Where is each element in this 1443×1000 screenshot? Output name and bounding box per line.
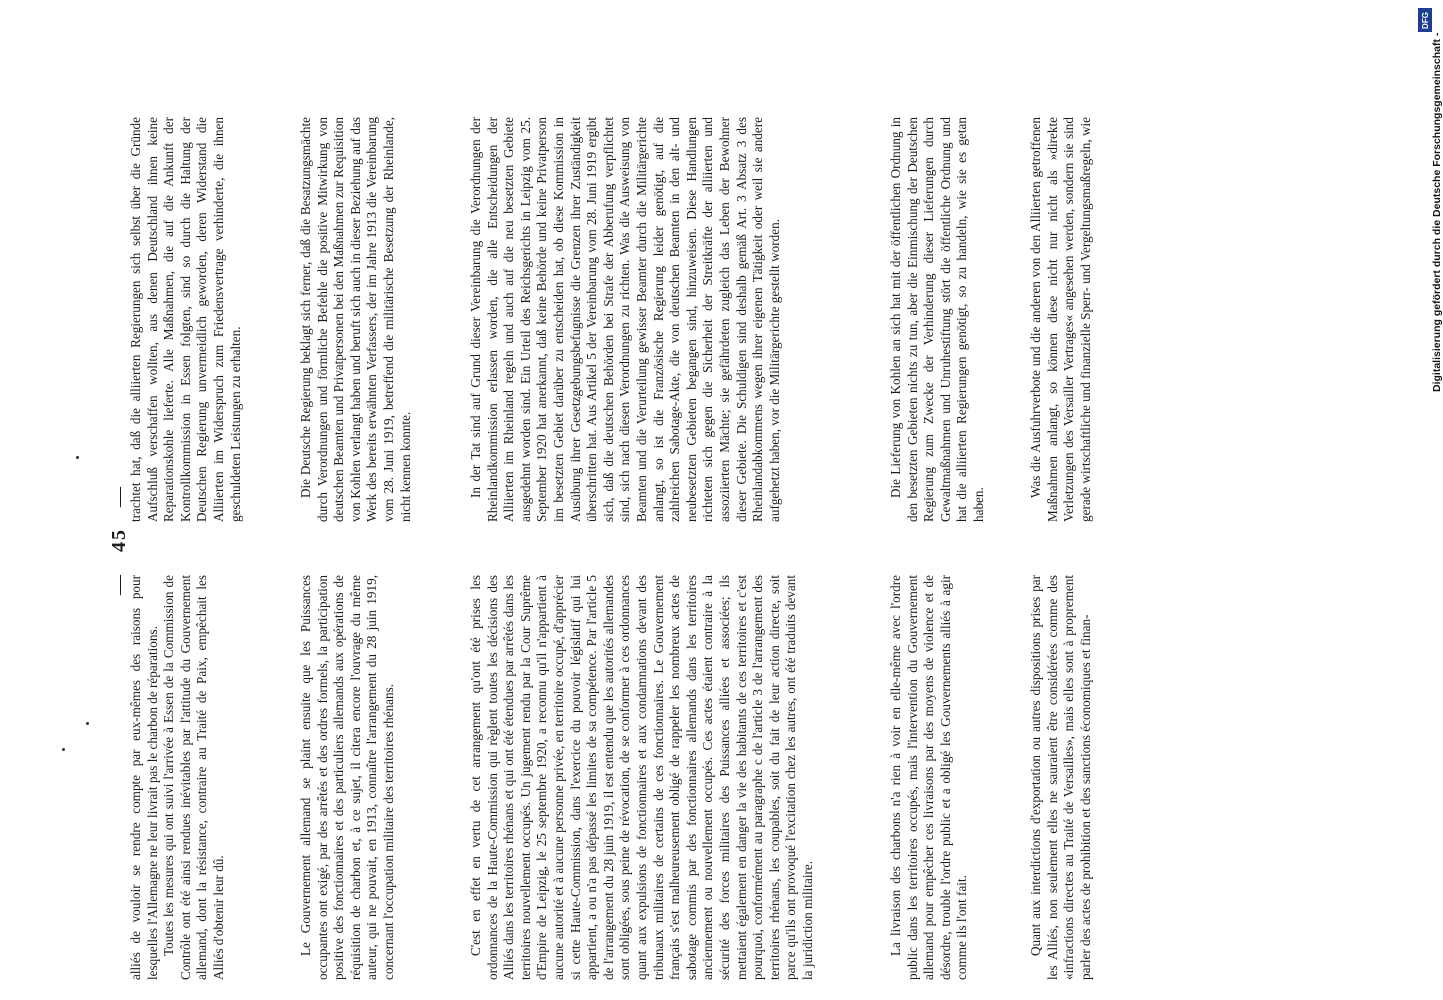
scan-speck [76,456,79,459]
scan-speck [86,722,89,725]
credit-text: Digitalisierung gefördert durch die Deutsche Forschungsgemeinschaft - [1431,32,1443,392]
french-column-block-1 [128,575,228,980]
french-paragraph: Le Gouvernement allemand se plaint ensuite que les Puissances occupantes ont exigé, par des arrêtés et des ordres formels, la participation positive des fonctionnaires et des particuliers allemands aux opérations de réquisition de charbon et, à ce sujet, il citera encore l'ouvrage du même auteur, qui ne pouvait, en 1913, connaître l'arrangement du 28 juin 1919, concernant l'occupation militaire des territoires rhénans. [298,575,396,980]
page-number-dash-left: — [108,573,130,595]
german-column-block-1 [128,117,244,522]
french-paragraph: C'est en effet en vertu de cet arrangement qu'ont été prises les ordonnances de la Haute-Commission qui règlent toutes les décisions des Alliés dans les territoires rhénans et qui ont été étendues par arrêtés dans les territoires nouvellement occupés. Un jugement rendu par la Cour Suprême d'Empire de Leipzig, le 25 septembre 1920, a reconnu qu'il n'appartient à aucune autorité et à aucune personne privée, en territoire occupé, d'apprécier si cette Haute-Commission, dans l'exercice du pouvoir législatif qui lui appartient, a ou n'a pas dépassé les limites de sa compétence. Par l'article 5 de l'arrangement du 28 juin 1919, il est entendu que les autorités allemandes sont obligées, sous peine de révocation, de se conformer à ces ordonnances quant aux expulsions de fonctionnaires et aux condamnations devant des tribunaux militaires de certains de ces fonctionnaires. Le Gouvernement français s'est malheureusement obligé de rappeler les nombreux actes de sabotage commis par des fonctionnaires allemands dans les territoires anciennement ou nouvellement occupés. Ces actes étaient contraire à la sécurité des forces militaires des Puissances alliées et associées; ils mettaient également en danger la vie des habitants de ces territoires et c'est pourquoi, conformément au paragraphe c de l'article 3 de l'arrangement des territoires rhénans, les coupables, soit du fait de leur action directe, soit parce qu'ils ont provoqué l'excitation chez les autres, ont été traduits devant la juridiction militaire. [468,575,815,980]
french-column-block-3 [468,575,816,980]
german-paragraph: Die Lieferung von Kohlen an sich hat mit der öffentlichen Ordnung in den besetzten Gebieten nichts zu tun, aber die Einmischung der Deutschen Regierung zum Zwecke der Verhinderung dieser Lieferungen durch Gewaltmaßnahmen und Unruhestiftung stört die öffentliche Ordnung und hat die alliierten Regierungen genötigt, so zu handeln, wie sie es getan haben. [888,117,986,522]
french-paragraph: La livraison des charbons n'a rien à voir en elle-même avec l'ordre public dans les territoires occupés, mais l'intervention du Gouvernement allemand pour empêcher ces livraisons par des moyens de violence et de désordre, trouble l'ordre public et a obligé les Gouvernements alliés à agir comme ils l'ont fait. [888,575,970,980]
french-paragraph: Quant aux interdictions d'exportation ou autres dispositions prises par les Alliés, non seulement elles ne sauraient être considérées comme des «infractions directes au Traité de Versailles», mais elles sont à proprement parler des actes de prohibition et des sanctions économiques et finan- [1028,575,1093,980]
german-paragraph: In der Tat sind auf Grund dieser Vereinbarung die Verordnungen der Rheinlandkommission erlassen worden, die alle Entscheidungen der Alliierten im Rheinland regeln und auch auf die neu besetzten Gebiete ausgedehnt worden sind. Ein Urteil des Reichsgerichts in Leipzig vom 25. September 1920 hat anerkannt, daß keine Behörde und keine Privatperson im besetzten Gebiet darüber zu entscheiden hat, ob diese Kommission in Ausübung ihrer Gesetzgebungsbefugnisse die Grenzen ihrer Zuständigkeit überschritten hat. Aus Artikel 5 der Vereinbarung vom 28. Juni 1919 ergibt sich, daß die deutschen Behörden bei Strafe der Abberufung verpflichtet sind, sich nach diesen Verordnungen zu richten. Was die Ausweisung von Beamten und die Verurteilung gewisser Beamter durch die Militärgerichte anlangt, so ist die Französische Regierung leider genötigt, auf die zahlreichen Sabotage-Akte, die von deutschen Beamten in den alt- und neubesetzten Gebieten begangen sind, hinzuweisen. Diese Handlungen richteten sich gegen die Sicherheit der Streitkräfte der alliierten und assoziierten Mächte; sie gefährdeten zugleich das Leben der Bewohner dieser Gebiete. Die Schuldigen sind deshalb gemäß Art. 3 Absatz 3 des Rheinlandabkommens wegen ihrer eigenen Tätigkeit oder weil sie andere aufgehetzt haben, vor die Militärgerichte gestellt worden. [468,117,782,522]
dfg-logo-text: DFG [1420,11,1430,29]
german-column-block-5 [1028,117,1094,522]
german-column-block-4 [888,117,988,522]
dfg-logo [1418,8,1432,32]
german-column-block-2 [298,117,414,522]
french-column-block-5 [1028,575,1094,980]
french-column-block-2 [298,575,398,980]
page-number-dash-right: — [108,485,130,507]
rotated-page-content [108,100,1348,980]
german-paragraph: Was die Ausfuhrverbote und die anderen von den Alliierten getroffenen Maßnahmen anlangt, so können diese nicht nur nicht als »direkte Verletzungen des Versailler Vertrages« angesehen werden, sondern sie sind gerade wirtschaftliche und finanzielle Sperr- und Vergeltungsmaßregeln, wie [1028,117,1093,522]
french-paragraph: alliés de vouloir se rendre compte par eux-mêmes des raisons pour lesquelles l'Allemagne ne leur livrait pas le charbon de réparations. [128,575,160,980]
german-paragraph: trachtet hat, daß die alliierten Regierungen sich selbst über die Gründe Aufschluß verschaffen wollten, aus denen Deutschland ihnen keine Reparationskohle lieferte. Alle Maßnahmen, die auf die Ankunft der Kontrollkommission in Essen folgten, sind so durch die Haltung der Deutschen Regierung unvermeidlich geworden, deren Widerstand die Alliierten im Widerspruch zum Friedensvertrage verhinderte, die ihnen geschuldeten Leistungen zu erhalten. [128,117,243,522]
german-column-block-3 [468,117,783,522]
digitization-credit [1431,33,1443,392]
page-number: 45 [108,528,130,552]
scan-speck [62,748,65,751]
french-column-block-4 [888,575,971,980]
german-paragraph: Die Deutsche Regierung beklagt sich ferner, daß die Besatzungsmächte durch Verordnungen und förmliche Befehle die positive Mitwirkung von deutschen Beamten und Privatpersonen bei den Maßnahmen zur Requisition von Kohlen verlangt haben und beruft sich auch in dieser Beziehung auf das Werk des bereits erwähnten Verfassers, der im Jahre 1913 die Vereinbarung vom 28. Juni 1919, betreffend die militärische Besetzung der Rheinlande, nicht kennen konnte. [298,117,413,522]
french-paragraph: Toutes les mesures qui ont suivi l'arrivée à Essen de la Commission de Contrôle ont été ainsi rendues inévitables par l'attitude du Gouvernement allemand, dont la résistance, contraire au Traité de Paix, empêchait les Alliés d'obtenir leur dû. [161,575,226,980]
